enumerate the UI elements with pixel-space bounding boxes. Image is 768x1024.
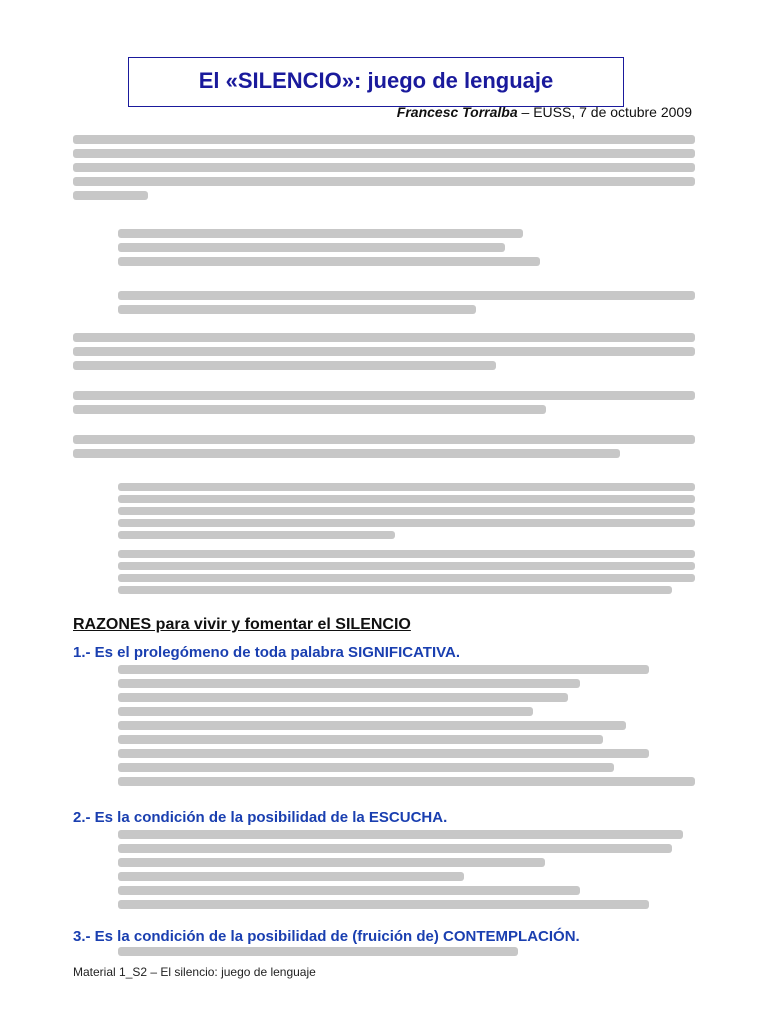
- decir-block-placeholder: [118, 224, 558, 271]
- section-2-heading: 2.- Es la condición de la posibilidad de la ESCUCHA.: [73, 809, 448, 826]
- section-2-body-placeholder: [118, 825, 695, 914]
- question-paragraph-placeholder: [73, 430, 695, 463]
- title-box: [128, 57, 624, 107]
- section-3-heading: 3.- Es la condición de la posibilidad de (fruición de) CONTEMPLACIÓN.: [73, 928, 580, 945]
- mostrar-block-placeholder: [118, 286, 695, 319]
- heidegger-paragraph-placeholder: [73, 328, 695, 375]
- section-1-heading: 1.- Es el prolegómeno de toda palabra SIGNIFICATIVA.: [73, 644, 461, 661]
- fromm-paragraph-placeholder: [73, 386, 695, 419]
- footer-text: Material 1_S2 – El silencio: juego de lenguaje: [73, 965, 316, 979]
- section-1-body-placeholder: [118, 660, 695, 791]
- razones-heading: RAZONES para vivir y fomentar el SILENCIO: [73, 616, 411, 633]
- silencio-pedagogia-paragraph-placeholder: [118, 546, 695, 598]
- author-line: [397, 104, 692, 120]
- affiliation: – EUSS, 7 de octubre 2009: [521, 104, 692, 120]
- intro-paragraph-placeholder: [73, 130, 695, 205]
- section-3-body-placeholder: [118, 942, 518, 961]
- page-title: El «SILENCIO»: juego de lenguaje: [198, 68, 554, 93]
- pedagogia-paragraph-placeholder: [118, 479, 695, 543]
- author-name: Francesc Torralba: [396, 104, 518, 120]
